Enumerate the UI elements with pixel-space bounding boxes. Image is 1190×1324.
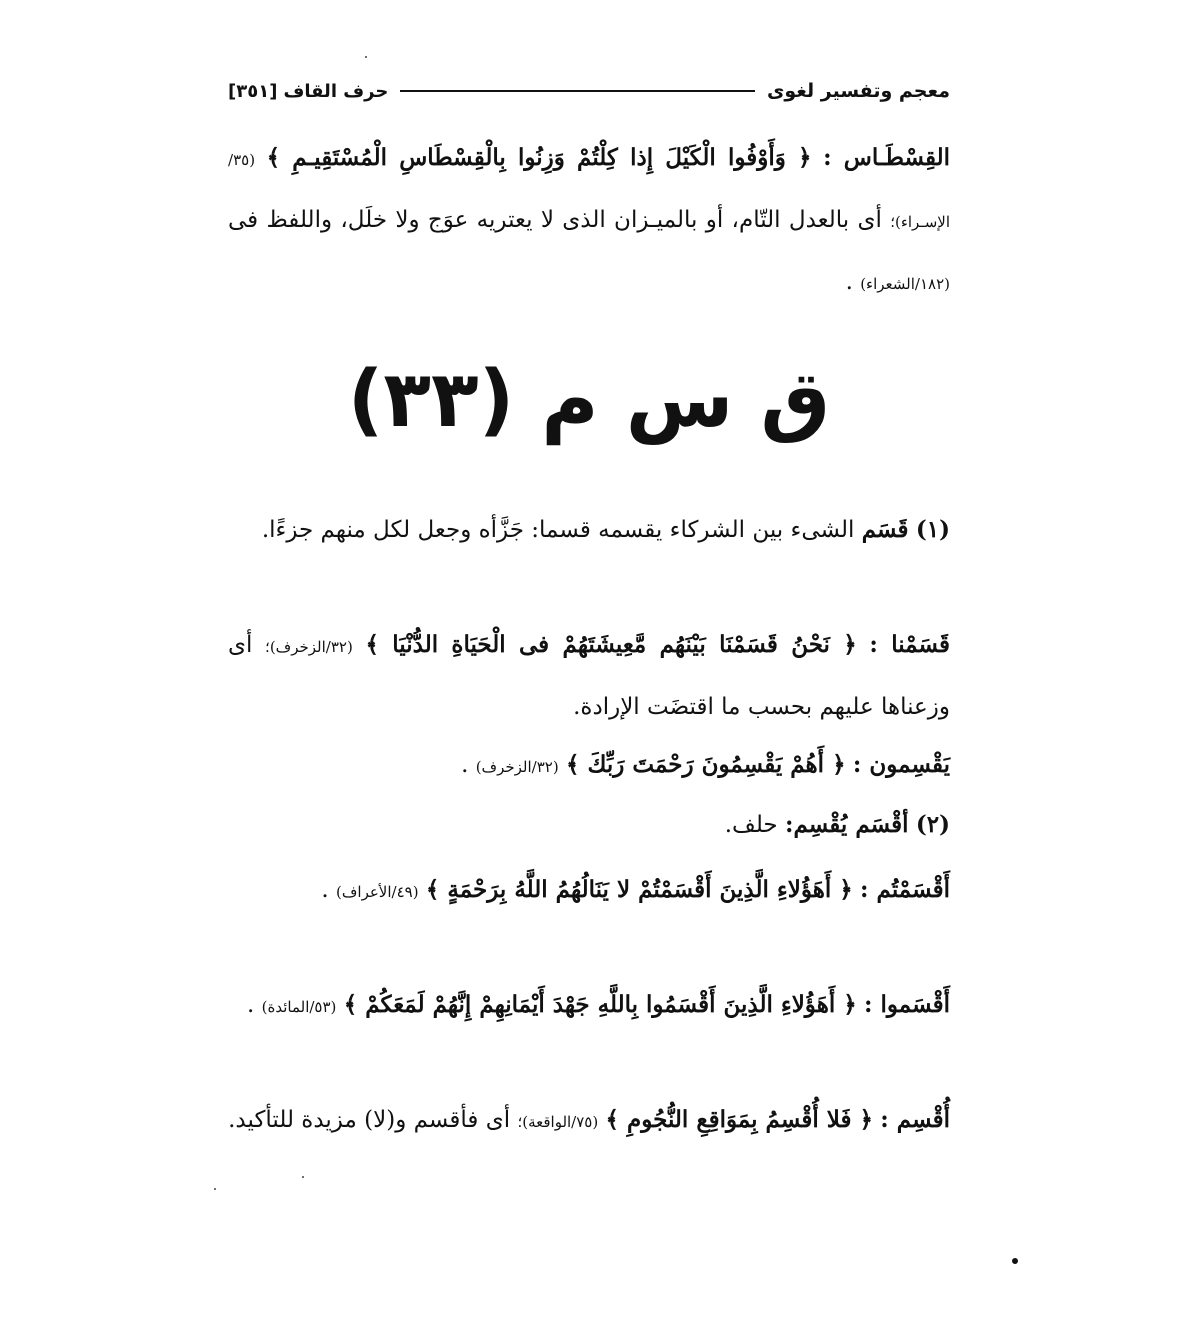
entry-qistas xyxy=(228,128,950,314)
entry-term: قَسَمْنا : xyxy=(869,631,950,658)
entry-explanation: أى فأقسم و(لا) مزيدة للتأكيد. xyxy=(228,1107,511,1133)
sense-definition: الشىء بين الشركاء يقسمه قسما: جَزَّأه وجعل لكل منهم جزءًا. xyxy=(261,517,855,543)
entry-aqsamtum xyxy=(228,860,950,922)
sense-headword: أقْسَم يُقْسِم: xyxy=(784,811,909,838)
full-stop: . xyxy=(845,269,853,295)
verse-reference: (٥٣/المائدة) xyxy=(261,998,337,1016)
book-title: معجم وتفسير لغوى xyxy=(766,80,950,102)
sense-headword: قَسَم xyxy=(861,516,909,543)
entry-explanation: أى وزعناها عليهم بحسب ما اقتضَت الإرادة. xyxy=(228,632,950,720)
entry-term: يَقْسِمون : xyxy=(852,751,950,778)
scan-speck xyxy=(302,1176,304,1178)
verse-reference: (٣٥/الإسـراء)؛ xyxy=(228,151,951,231)
entry-term: أَقْسَموا : xyxy=(864,991,950,1018)
verse-reference: (٤٩/الأعراف) xyxy=(336,883,419,901)
scan-speck xyxy=(214,1188,216,1190)
full-stop: . xyxy=(461,752,469,778)
sense-number: (١) xyxy=(915,516,950,543)
page-number: [٣٥١] xyxy=(228,80,278,102)
verse-reference: (٧٥/الواقعة)؛ xyxy=(517,1113,599,1131)
scan-speck xyxy=(365,56,367,58)
verse-reference: (٣٢/الزخرف)؛ xyxy=(265,638,353,656)
entry-term: القِسْطَـاس : xyxy=(823,144,951,171)
root-heading: ق س م (٣٣) xyxy=(347,355,831,445)
book-page xyxy=(228,60,950,1240)
full-stop: . xyxy=(247,992,255,1018)
full-stop: . xyxy=(321,877,329,903)
margin-dot xyxy=(1012,1258,1018,1264)
quran-verse: ﴿ أَهُمْ يَقْسِمُونَ رَحْمَتَ رَبِّكَ ﴾ xyxy=(566,751,846,778)
entry-yaqsimun xyxy=(228,735,950,797)
verse-reference: (٣٢/الزخرف) xyxy=(475,758,559,776)
sense-definition: حلف. xyxy=(724,812,778,838)
quran-verse: ﴿ أَهَؤُلاءِ الَّذِينَ أَقْسَمْتُمْ لا يَنَالُهُمُ اللَّهُ بِرَحْمَةٍ ﴾ xyxy=(425,876,853,903)
entry-explanation: أى بالعدل التّام، أو بالميـزان الذى لا يعتريه عوَج ولا خلَل، واللفظ فى xyxy=(228,207,882,233)
entry-aqsamu xyxy=(228,975,950,1037)
entry-term: أَقْسَمْتُم : xyxy=(860,876,950,903)
sense-number: (٢) xyxy=(915,811,950,838)
entry-term: أُقْسِم : xyxy=(880,1106,950,1133)
quran-verse: ﴿ نَحْنُ قَسَمْنَا بَيْنَهُم مَّعِيشَتَهُمْ فى الْحَيَاةِ الدُّنْيَا ﴾ xyxy=(365,631,857,658)
quran-verse: ﴿ فَلا أُقْسِمُ بِمَوَاقِعِ النُّجُومِ ﴾ xyxy=(605,1106,873,1133)
quran-verse: ﴿ أَهَؤُلاءِ الَّذِينَ أَقْسَمُوا بِاللَّهِ جَهْدَ أَيْمَانِهِمْ إِنَّهُمْ لَمَعَكُمْ ﴾ xyxy=(343,991,857,1018)
header-rule xyxy=(400,90,755,92)
entry-qasamna xyxy=(228,615,950,737)
sense-1 xyxy=(228,500,950,560)
running-header xyxy=(228,76,950,106)
chapter-title: حرف القاف xyxy=(283,80,389,102)
quran-verse: ﴿ وَأَوْفُوا الْكَيْلَ إِذا كِلْتُمْ وَزِنُوا بِالْقِسْطَاسِ الْمُسْتَقِيـمِ ﴾ xyxy=(266,144,812,171)
entry-uqsim xyxy=(228,1090,950,1152)
sense-2 xyxy=(228,795,950,855)
verse-reference: (١٨٢/الشعراء) xyxy=(860,275,950,293)
